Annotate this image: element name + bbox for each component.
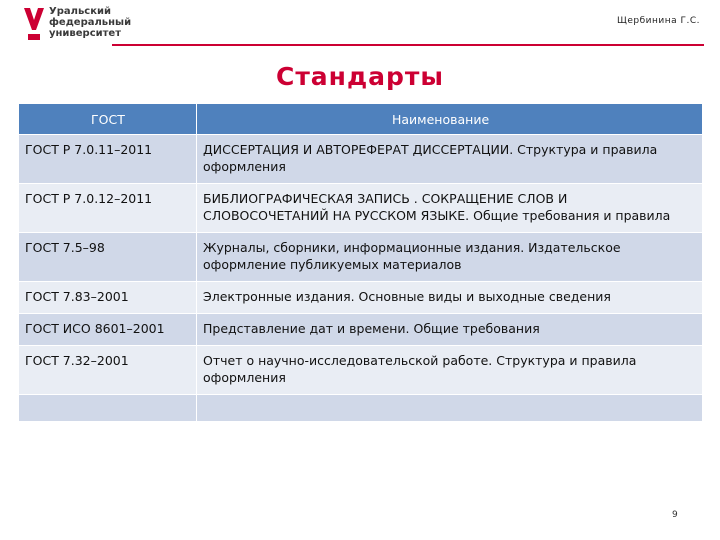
- page-title: Стандарты: [275, 62, 445, 91]
- table-row: [19, 135, 703, 184]
- logo-line-3: университет: [49, 28, 122, 39]
- author-name: Щербинина Г.С.: [617, 16, 700, 26]
- column-header-name: Наименование: [197, 104, 703, 135]
- cell-name: ДИССЕРТАЦИЯ И АВТОРЕФЕРАТ ДИССЕРТАЦИИ. Структура и правила оформления: [197, 135, 703, 184]
- table-row: [19, 346, 703, 395]
- logo-line-1: Уральский: [49, 6, 111, 17]
- cell-code: ГОСТ 7.5–98: [19, 233, 197, 282]
- cell-name: Представление дат и времени. Общие требования: [197, 314, 703, 346]
- cell-code: [19, 395, 197, 422]
- table-header-row: [19, 104, 703, 135]
- cell-name: Отчет о научно-исследовательской работе. Структура и правила оформления: [197, 346, 703, 395]
- page-number: 9: [672, 510, 678, 520]
- cell-code: ГОСТ 7.32–2001: [19, 346, 197, 395]
- standards-table: [18, 103, 703, 422]
- table-row: [19, 395, 703, 422]
- column-header-gost: ГОСТ: [19, 104, 197, 135]
- logo-line-2: федеральный: [49, 17, 132, 28]
- logo-text: [49, 6, 131, 39]
- table-row: [19, 282, 703, 314]
- table-row: [19, 233, 703, 282]
- cell-name: БИБЛИОГРАФИЧЕСКАЯ ЗАПИСЬ . СОКРАЩЕНИЕ СЛОВ И СЛОВОСОЧЕТАНИЙ НА РУССКОМ ЯЗЫКЕ. Общие требования и правила: [197, 184, 703, 233]
- urfu-logo-icon: [22, 6, 46, 42]
- cell-name: Электронные издания. Основные виды и выходные сведения: [197, 282, 703, 314]
- cell-name: Журналы, сборники, информационные издания. Издательское оформление публикуемых материалов: [197, 233, 703, 282]
- table-row: [19, 314, 703, 346]
- header-divider: [112, 44, 704, 46]
- cell-code: ГОСТ 7.83–2001: [19, 282, 197, 314]
- table-row: [19, 184, 703, 233]
- cell-name: [197, 395, 703, 422]
- cell-code: ГОСТ ИСО 8601–2001: [19, 314, 197, 346]
- cell-code: ГОСТ Р 7.0.12–2011: [19, 184, 197, 233]
- cell-code: ГОСТ Р 7.0.11–2011: [19, 135, 197, 184]
